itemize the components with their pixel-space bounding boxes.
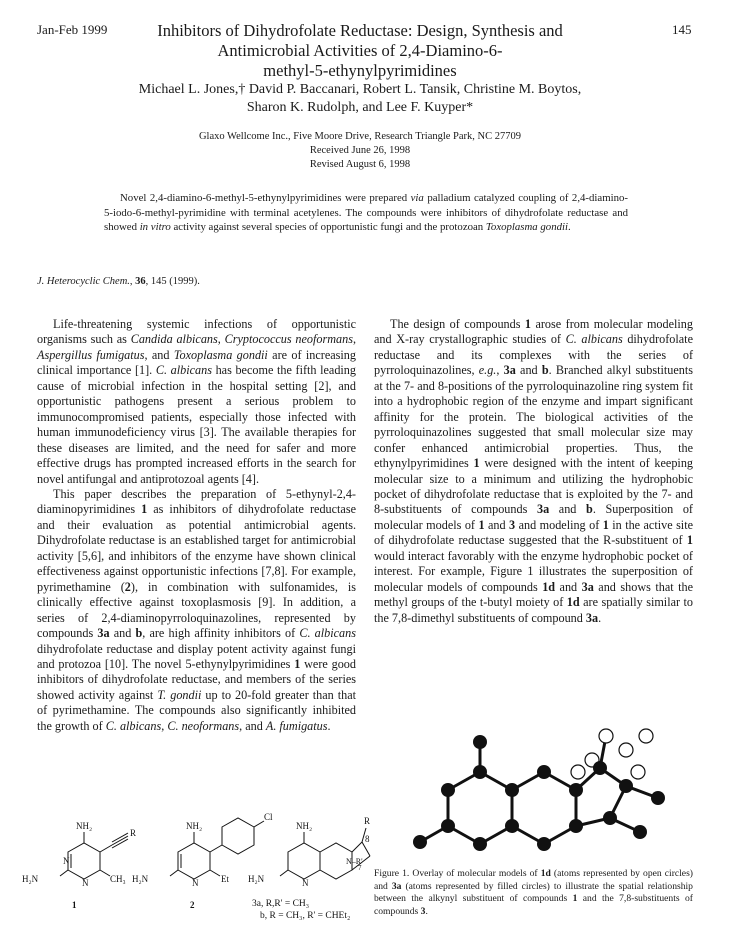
author-list [60,81,660,117]
bold-run: 1 [473,456,480,471]
bold-run: 3a [581,579,594,594]
text-run: , and [144,347,174,362]
text-run: The design of compounds [390,317,525,331]
bold-run: 3a [97,626,110,641]
italic-run: T. gondii [157,687,202,702]
text-run: . [327,718,331,733]
bold-run: 1d [540,868,551,879]
text-run: Life-threatening systemic infections of opportunistic organisms such as [37,317,356,347]
text-run: and shows that the methyl groups of the t-butyl moiety of [374,579,693,610]
bold-run: b [586,502,593,517]
abstract-text: . [568,221,571,234]
s2-cl: Cl [264,812,273,822]
text-run: and modeling of [515,517,603,532]
abstract-italic: in vitro [139,221,171,234]
s2-n: N [192,878,199,888]
structure-2 [170,818,264,879]
italic-run: C. albicans [155,363,212,378]
italic-run: C. albicans [565,332,623,347]
bold-run: 3a [585,610,599,625]
text-run: has become the fifth leading cause of microbial infection in the hospital setting [2], and opportunistic pathogens present a serious problem to immunocompromised patients, especially those infected with human immunodeficiency virus [3]. The available therapies for these diseases are limited, and the need for safer and more effective drugs has prompted increased efforts in the search for novel antifungal and antiprotozoal agents [4]. [37,363,356,486]
text-run: . Superposition of molecular models of [374,502,693,532]
s1-r: R [130,828,137,838]
bold-run: 3 [420,905,426,917]
title-line: Antimicrobial Activities of 2,4-Diamino-6- [217,41,503,60]
text-run: . [425,905,428,917]
bold-run: 3a [503,363,516,378]
s2-label: 2 [190,900,195,910]
text-run: and [109,626,136,641]
structure-1 [60,832,128,879]
s3-h2n: H₂N [248,874,265,884]
abstract-text: activity against several species of opportunistic fungi and the protozoan [170,221,486,234]
text-run: dihydrofolate reductase and its complexes with the series of pyrroloquinazolines, [374,332,693,378]
s3-r: R [364,816,371,826]
figure-caption [374,868,693,918]
title-line: methyl-5-ethynylpyrimidines [263,61,457,80]
title-line: Inhibitors of Dihydrofolate Reductase: Design, Synthesis and [157,21,563,40]
text-run: , [352,332,356,347]
text-run: arose from molecular modeling and X-ray crystallographic studies of [374,317,693,347]
bold-run: 3a [391,880,402,892]
text-run: , are high affinity inhibitors of [142,626,300,641]
s3-rp: N–R' [346,857,363,866]
text-run: Figure 1. Overlay of molecular models of [374,868,541,879]
s2-nh2: NH₂ [186,821,203,831]
bold-run: 1 [141,502,148,517]
text-run: and [549,502,587,517]
italic-run: A. fumigatus [265,718,328,733]
text-run: (atoms represented by filled circles) to illustrate the spatial relationship between the alkynyl substituent of compounds [374,880,693,905]
author-line: Michael L. Jones,† David P. Baccanari, Robert L. Tansik, Christine M. Boytos, [138,82,582,97]
text-run: and [555,579,582,594]
paragraph [37,487,356,734]
text-run: in the active site of dihydrofolate reductase suggested that the R-substituent of [374,517,693,548]
text-run: (atoms represented by open circles) and [374,868,693,892]
revised-date: Revised August 6, 1998 [309,159,411,170]
citation: J. Heterocyclic Chem., 36, 145 (1999). [37,276,200,287]
italic-run: C. albicans [299,626,356,641]
text-run: . Branched alkyl substituents at the 7- and 8-positions of the pyrroloquinazoline ring system fit into a hydrophobic region of the enzyme and impart significant affinity for the protein. The biological activities of the pyrroloquinazolines suggested that small molecular size may confer enhanced antimicrobial properties. Thus, the ethynylpyrimidines [374,363,693,471]
open-circle-atoms-1d [571,729,653,779]
text-run: ), in combination with sulfonamides, is clinically effective against toxoplasmosis [9]. In addition, a series of 2,4-diaminopyrroloquinazolines, represented by compounds [37,579,356,641]
text-run: up to 20-fold greater than that of pyrimethamine. The compounds also significantly inhibited the growth of [37,687,357,733]
institution: Glaxo Wellcome Inc., Five Moore Drive, Research Triangle Park, NC 27709 [198,131,522,142]
page-number: 145 [672,22,692,37]
text-run: , [161,718,168,733]
affiliation [100,130,620,172]
s2-h2n: H₂N [132,874,149,884]
text-run: This paper describes the preparation of 5-ethynyl-2,4-diaminopyrimidines [37,486,356,517]
right-column [374,317,693,626]
italic-run: C. neoformans [167,718,240,733]
bold-run: 1 [294,656,301,671]
s1-n2: N [82,878,89,888]
bold-run: 1 [524,317,532,331]
abstract-text: Novel 2,4-diamino-6-methyl-5-ethynylpyrimidines were prepared [120,192,411,204]
s3-nh2: NH₂ [296,821,313,831]
s1-ch3: CH₃ [110,874,126,884]
abstract [104,191,628,235]
italic-run: C. albicans [105,718,162,733]
italic-run: e.g. [478,363,497,378]
text-run: were designed with the intent of keeping molecular size to a minimum and utilizing the hydrophobic pocket of dihydrofolate reductase that is exploited by the 7- and 8-substituents of compounds [374,456,694,517]
s3-pos7: 7 [358,864,362,872]
bold-run: 1d [566,595,580,610]
s3-line-b: b, R = CH₃, R' = CHEt₂ [260,911,351,921]
figure-1-molecular-overlay [410,728,710,868]
s1-n: N [63,856,70,866]
citation-rest: , 145 (1999). [145,276,200,287]
text-run: as inhibitors of dihydrofolate reductase and their evaluation as potential antimicrobial agents. Dihydrofolate reductase is an established target for antimicrobial activity [5,6], and inhibitors of the enzyme have shown clinical effectiveness against opportunistic infections [7,8]. For example, pyrimethamine ( [37,502,356,594]
text-run: , and [239,718,266,733]
bold-run: 1 [602,517,609,532]
italic-run: Toxoplasma gondii [173,347,268,362]
abstract-italic: via [410,192,424,204]
s3-n: N [302,878,309,888]
bold-run: b [135,626,143,641]
s3-line-a: 3a, R,R' = CH₃ [252,899,310,909]
s1-label: 1 [72,900,77,910]
bold-run: 2 [124,579,131,594]
s3-pos8: 8 [365,834,370,844]
text-run: and [515,363,542,378]
text-run: dihydrofolate reductase and display potent activity against fungi and protozoa [10]. The novel 5-ethynylpyrimidines [37,641,356,671]
structure-3 [280,828,370,879]
citation-volume: 36 [135,276,146,287]
received-date: Received June 26, 1998 [309,145,411,156]
text-run: are of increasing clinical importance [1]. [37,347,356,378]
bold-run: b [541,363,549,378]
citation-journal: J. Heterocyclic Chem. [37,276,130,287]
abstract-text: palladium catalyzed coupling of 2,4-diamino-5-iodo-6-methyl-pyrimidine with terminal acetylenes. The compounds were inhibitors of dihydrofolate reductase and showed [104,192,629,234]
paragraph [37,317,356,487]
s2-et: Et [221,874,229,884]
italic-run: Candida albicans [130,332,218,347]
journal-date: Jan-Feb 1999 [37,22,108,37]
bold-run: 1d [542,579,556,594]
left-column [37,317,356,734]
text-run: . [598,610,602,625]
text-run: are spatially similar to the 7,8-dimethyl substituents of compound [374,595,693,625]
italic-run: Aspergillus fumigatus [37,347,145,362]
italic-run: Cryptococcus neoformans [224,332,353,347]
text-run: and [484,517,510,532]
bold-run: 1 [572,893,578,905]
bold-run: 3 [509,517,516,532]
chemical-structures [20,812,380,922]
bold-run: 3a [536,502,550,517]
text-run: , [217,332,225,347]
s1-h2n: H₂N [22,874,39,884]
text-run: and the 7,8-substituents of compounds [374,893,693,917]
text-run: were good inhibitors of dihydrofolate reductase, and members of the series showed activity against [37,656,356,702]
bold-run: 1 [478,517,485,532]
author-line: Sharon K. Rudolph, and Lee F. Kuyper* [246,100,474,115]
s1-nh2: NH₂ [76,821,93,831]
bold-run: 1 [686,533,693,548]
text-run: , [496,363,504,378]
abstract-italic: Toxoplasma gondii [485,221,568,234]
text-run: would interact favorably with the enzyme hydrophobic pocket of interest. For example, Figure 1 illustrates the superposition of molecular models of compounds [374,548,693,594]
paragraph [374,317,693,626]
article-title [120,21,600,81]
